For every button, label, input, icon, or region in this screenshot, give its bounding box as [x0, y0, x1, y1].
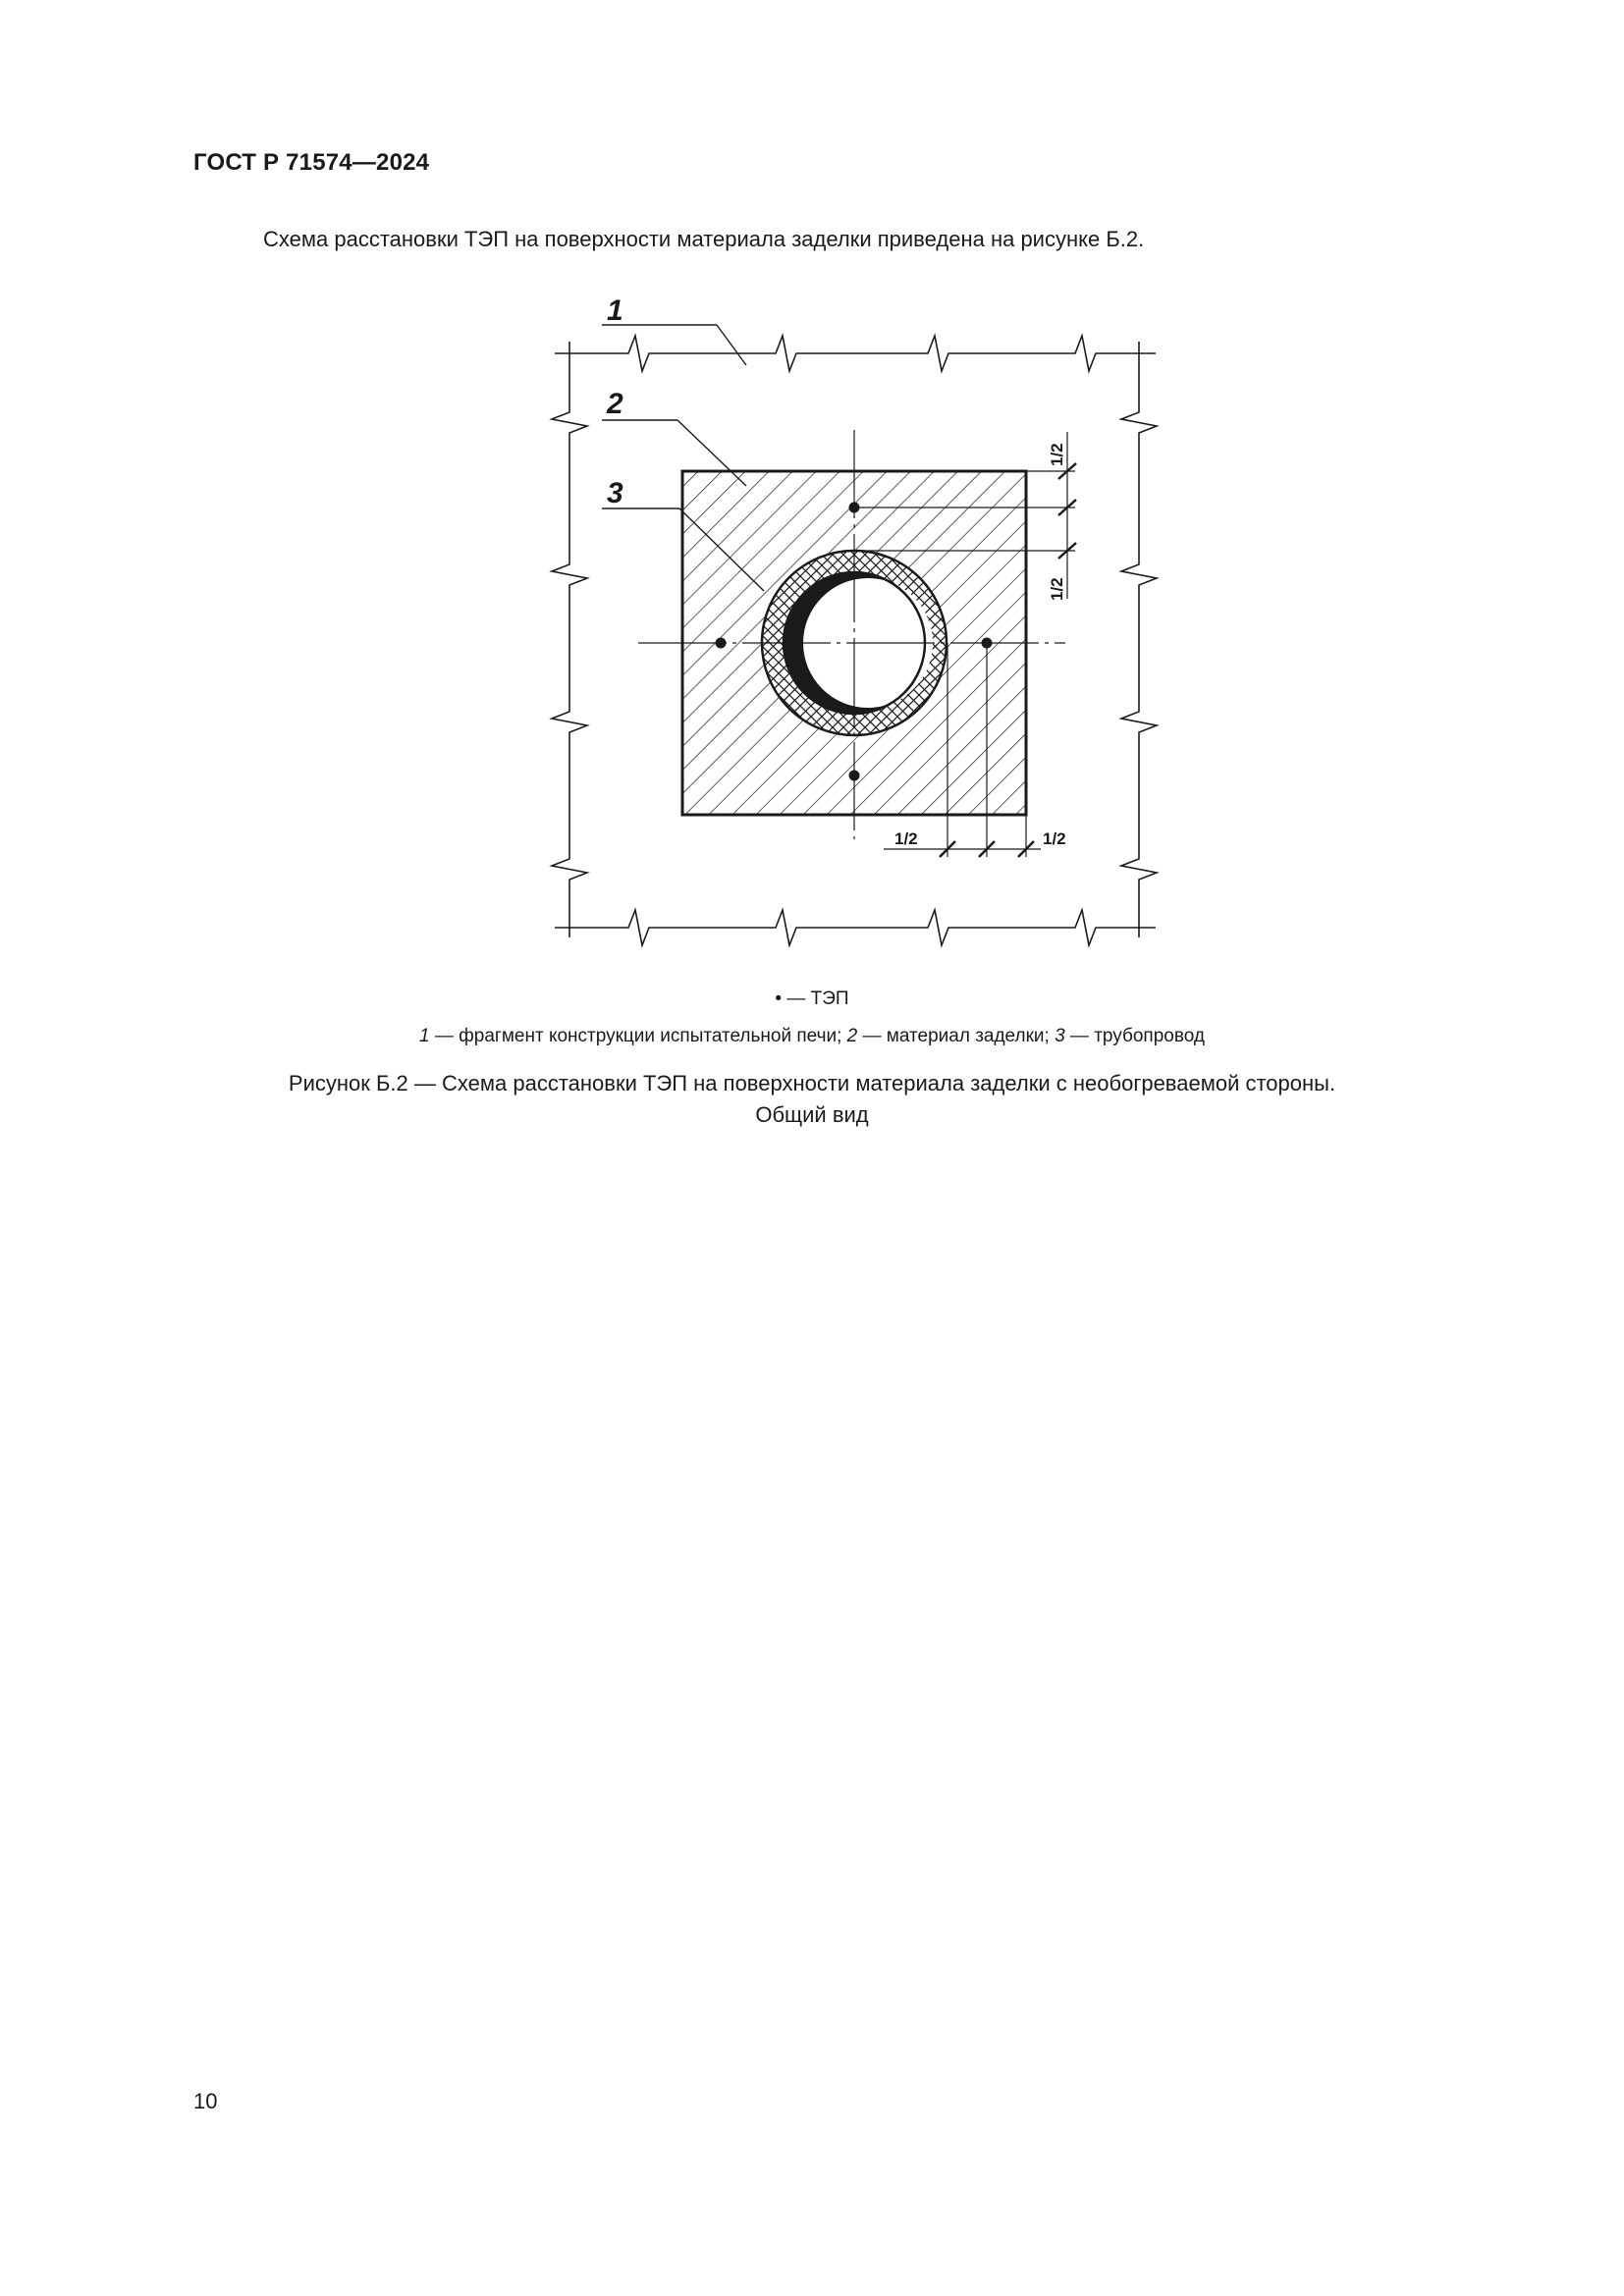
tep-point	[849, 771, 860, 781]
page-number: 10	[193, 2089, 218, 2113]
dim-text-right: 1/2	[1048, 577, 1066, 601]
intro-paragraph: Схема расстановки ТЭП на поверхности материала заделки приведена на рисунке Б.2.	[263, 227, 1145, 251]
figure-b2	[530, 285, 1168, 952]
label-3: 3	[607, 477, 623, 509]
dim-text-bottom-left: 1/2	[894, 829, 918, 848]
caption-line-1: Рисунок Б.2 — Схема расстановки ТЭП на поверхности материала заделки с необогреваемой стороны.	[288, 1071, 1336, 1095]
tep-point	[982, 638, 993, 649]
dim-text-bottom-right: 1/2	[1043, 829, 1066, 848]
legend-text-2: — материал заделки;	[857, 1026, 1056, 1046]
legend-text-1: — фрагмент конструкции испытательной печи;	[429, 1026, 847, 1046]
legend-num-1: 1	[419, 1026, 430, 1046]
tep-point	[849, 503, 860, 513]
legend-tep: • — ТЭП	[775, 988, 849, 1009]
caption-line-2: Общий вид	[755, 1102, 869, 1127]
legend-text-3: — трубопровод	[1064, 1026, 1205, 1046]
label-2: 2	[607, 388, 623, 420]
tep-point	[716, 638, 727, 649]
figure-caption	[0, 1068, 1624, 1131]
figure-legend	[0, 1026, 1624, 1047]
document-header: ГОСТ Р 71574—2024	[193, 149, 430, 176]
legend-num-3: 3	[1055, 1026, 1065, 1046]
dim-text-top: 1/2	[1048, 443, 1066, 466]
label-1: 1	[607, 294, 623, 327]
legend-num-2: 2	[846, 1026, 858, 1046]
